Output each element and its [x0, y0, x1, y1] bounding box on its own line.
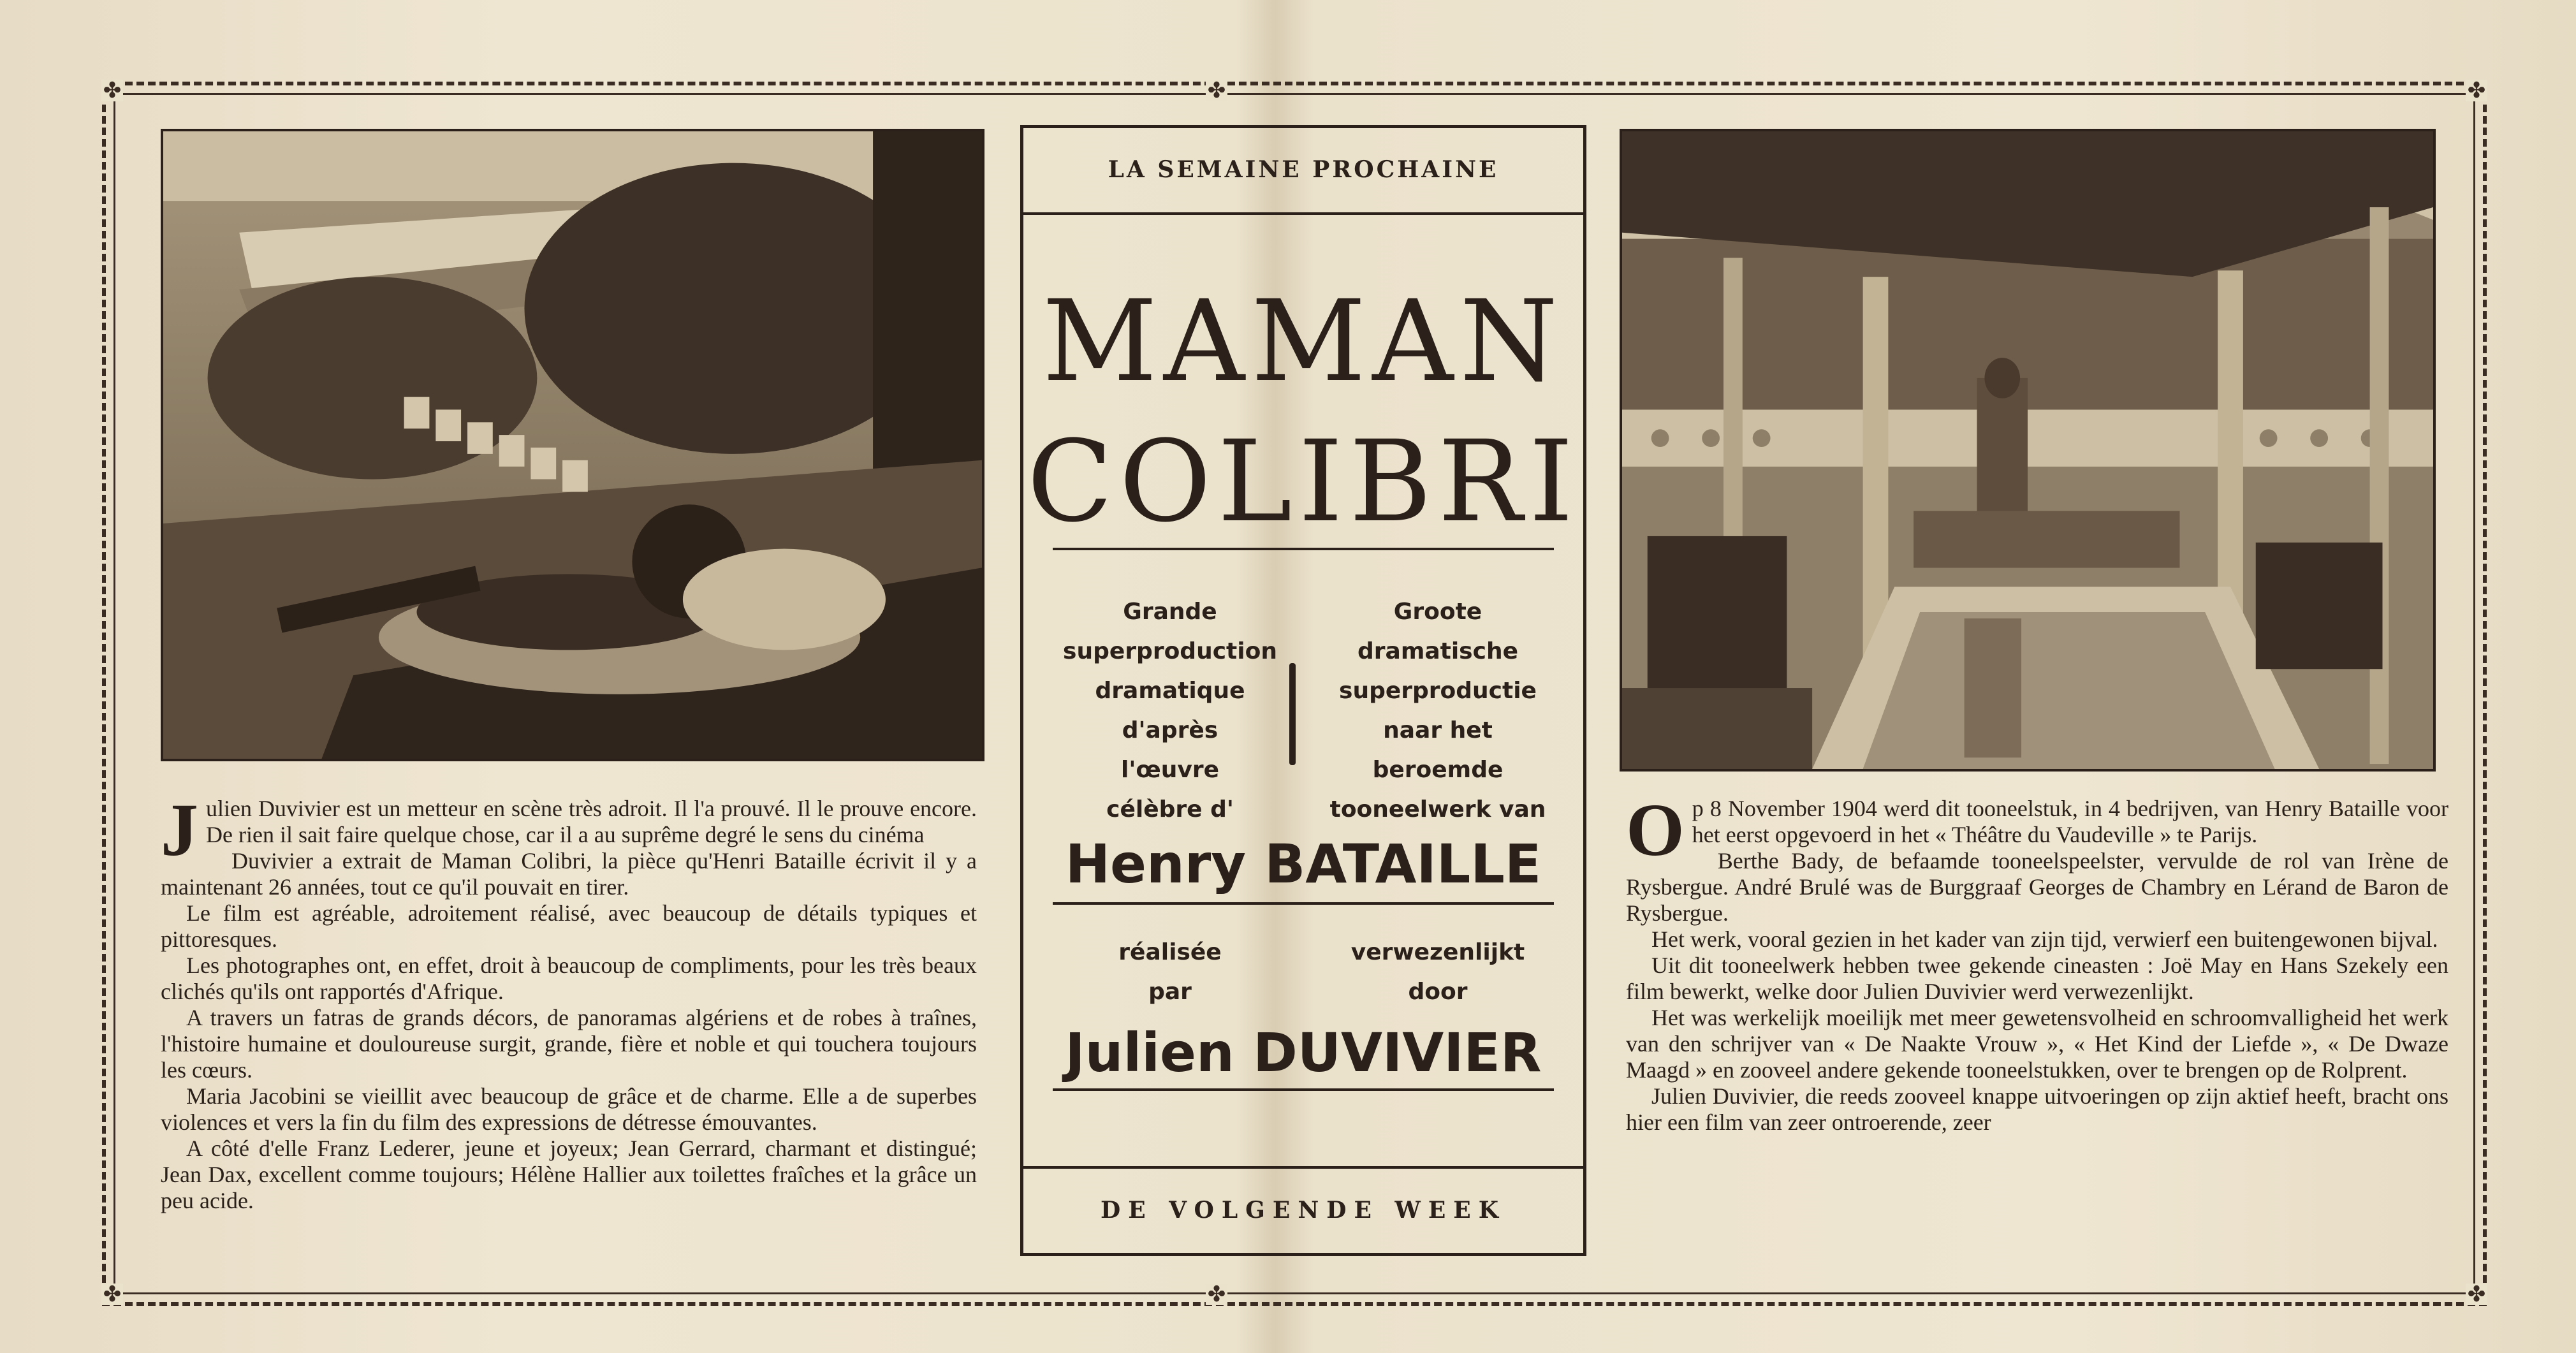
footer-de-volgende-week: DE VOLGENDE WEEK [1100, 1197, 1507, 1224]
left-film-still-photo [161, 129, 984, 761]
article-paragraph: Julien Duvivier, die reeds zooveel knappe uitvoeringen op zijn aktief heeft, bracht ons hier een film van zeer ontroerende, zeer [1626, 1083, 2448, 1135]
ornament-icon: ✤ [1206, 1284, 1227, 1305]
article-paragraph: Les photographes ont, en effet, droit à beaucoup de compliments, pour les très beaux clichés qu'ils ont rapportés d'Afrique. [161, 953, 977, 1004]
director-name: Julien DUVIVIER [1065, 1021, 1542, 1084]
dropcap: O [1626, 788, 1685, 872]
article-paragraph: Duvivier a extrait de Maman Colibri, la pièce qu'Henri Bataille écrivit il y a maintenant 26 années, tout ce qu'il pouvait en tirer. [161, 848, 977, 900]
header-la-semaine-prochaine: LA SEMAINE PROCHAINE [1108, 156, 1499, 183]
title-line-2: COLIBRI [1027, 416, 1580, 547]
title-line-1: MAMAN [1042, 276, 1565, 407]
article-paragraph: Berthe Bady, de befaamde tooneelspeelster, vervulde de rol van Irène de Rysbergue. André Brulé was de Burggraaf Georges de Chambry en Lérand de Baron de Rysbergue. [1626, 848, 2448, 926]
playwright-name: Henry BATAILLE [1065, 833, 1542, 895]
announcement-box [1020, 125, 1586, 1256]
corner-ornament-icon: ✤ [2466, 1284, 2487, 1305]
article-paragraph: Op 8 November 1904 werd dit tooneelstuk, in 4 bedrijven, van Henry Bataille voor het eerst opgevoerd in het « Théâtre du Vaudeville » te Parijs. [1626, 788, 2448, 872]
article-paragraph: Het was werkelijk moeilijk met meer gewetensvolheid en schroomvalligheid het werk van den schrijver van « De Naakte Vrouw », « Het Kind der Liefde », « De Dwaze Maagd » en zooveel andere gekende tooneelstukken, over te brengen op de Rolprent. [1626, 1005, 2448, 1083]
article-paragraph: Maria Jacobini se vieillit avec beaucoup de grâce et de charme. Elle a de superbes violences et vers la fin du film des expressions de détresse émouvantes. [161, 1083, 977, 1135]
article-paragraph: A travers un fatras de grands décors, de panoramas algériens et de robes à traînes, l'histoire humaine et douloureuse surgit, grande, fière et noble et qui touchera toujours les cœurs. [161, 1005, 977, 1083]
article-paragraph: Het werk, vooral gezien in het kader van zijn tijd, verwierf een buitengewonen bijval. [1651, 926, 2438, 952]
divider [1023, 1166, 1583, 1169]
corner-ornament-icon: ✤ [101, 80, 123, 101]
left-article-french [161, 788, 977, 1214]
corner-ornament-icon: ✤ [101, 1284, 123, 1305]
dropcap: J [161, 788, 198, 872]
article-paragraph: Julien Duvivier est un metteur en scène très adroit. Il l'a prouvé. Il le prouve encore. De rien il sait faire quelque chose, car il a au suprême degré le sens du cinéma [161, 788, 977, 872]
realised-by-dutch: verwezenlijkt door [1350, 939, 1525, 1005]
ornament-icon: ✤ [1206, 80, 1227, 101]
director-rule [1053, 1088, 1554, 1091]
right-article-dutch [1626, 788, 2448, 1136]
binding-staple [1289, 663, 1296, 765]
article-paragraph: Uit dit tooneelwerk hebben twee gekende cineasten : Joë May en Hans Szekely een film bewerkt, welke door Julien Duvivier werd verwezenlijkt. [1626, 953, 2448, 1004]
right-film-still-photo [1620, 129, 2436, 772]
author-rule [1053, 902, 1554, 905]
title-rule [1053, 548, 1554, 550]
article-paragraph: A côté d'elle Franz Lederer, jeune et joyeux; Jean Gerrard, charmant et distingué; Jean Dax, excellent comme toujours; Hélène Hallier aux toilettes fraîches et la grâce un peu acide. [161, 1136, 977, 1213]
article-paragraph: Le film est agréable, adroitement réalisé, avec beaucoup de détails typiques et pittoresques. [161, 900, 977, 952]
description-dutch: Groote dramatische superproductie naar het beroemde tooneelwerk van [1329, 599, 1546, 823]
description-french: Grande superproduction dramatique d'après l'œuvre célèbre d' [1063, 599, 1277, 823]
corner-ornament-icon: ✤ [2466, 80, 2487, 101]
realised-by-french: réalisée par [1118, 939, 1222, 1005]
divider [1023, 212, 1583, 215]
